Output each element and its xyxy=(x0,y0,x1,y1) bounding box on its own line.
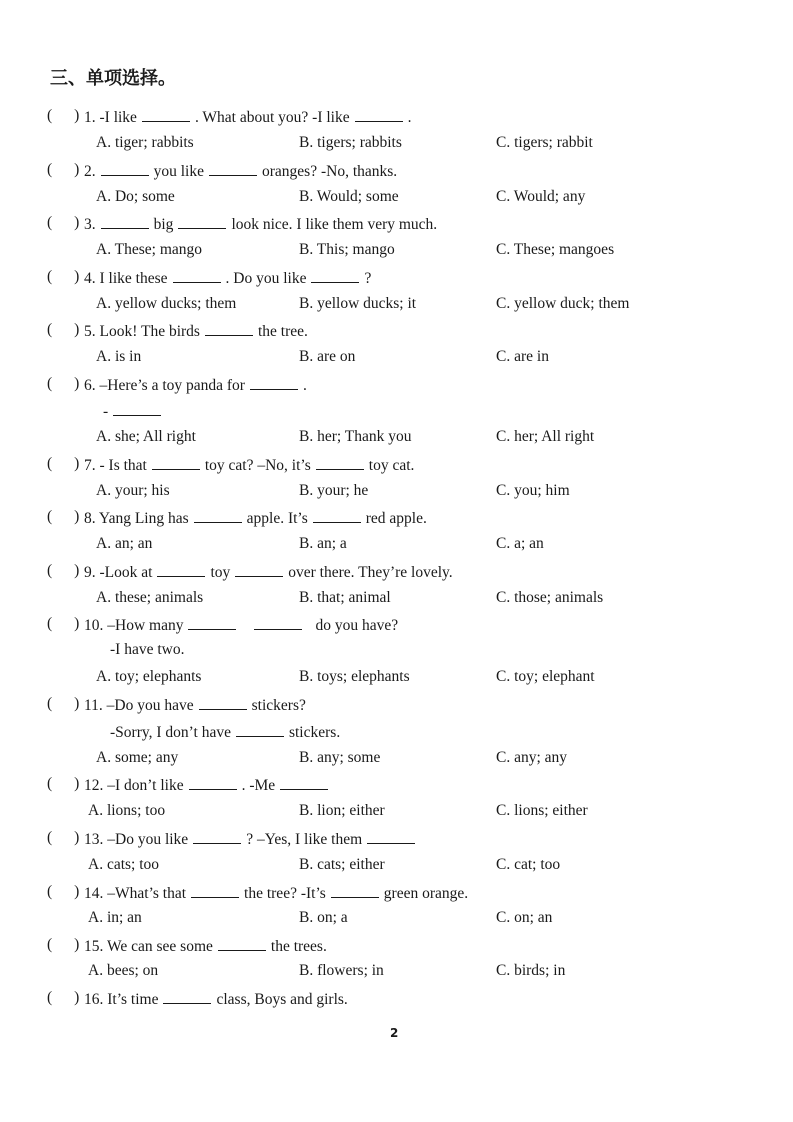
question-13 xyxy=(0,829,793,851)
option-c[interactable]: C. are in xyxy=(496,348,549,365)
option-b[interactable]: B. flowers; in xyxy=(299,962,384,979)
answer-slot[interactable]: ( ) xyxy=(47,936,80,953)
blank xyxy=(163,989,211,1004)
options-1 xyxy=(0,134,793,156)
blank xyxy=(209,161,257,176)
answer-slot[interactable]: ( ) xyxy=(47,989,80,1006)
answer-slot[interactable]: ( ) xyxy=(47,161,80,178)
question-8 xyxy=(0,508,793,530)
blank xyxy=(193,829,241,844)
blank xyxy=(189,775,237,790)
option-c[interactable]: C. those; animals xyxy=(496,589,604,606)
blank xyxy=(218,936,266,951)
answer-slot[interactable]: ( ) xyxy=(47,375,80,392)
response-line-6 xyxy=(0,401,793,423)
response-line-11 xyxy=(0,722,793,744)
answer-slot[interactable]: ( ) xyxy=(47,455,80,472)
options-2 xyxy=(0,188,793,210)
question-stem: 5. Look! The birds the tree. xyxy=(84,323,308,340)
answer-slot[interactable]: ( ) xyxy=(47,214,80,231)
question-1 xyxy=(0,107,793,129)
question-stem: 14. –What’s that the tree? -It’s green orange. xyxy=(84,885,469,902)
question-6 xyxy=(0,375,793,397)
blank xyxy=(178,214,226,229)
blank xyxy=(142,107,190,122)
blank xyxy=(254,615,302,630)
option-a[interactable]: A. Do; some xyxy=(96,188,175,205)
option-b[interactable]: B. her; Thank you xyxy=(299,428,412,445)
options-10 xyxy=(0,668,793,690)
option-b[interactable]: B. that; animal xyxy=(299,589,391,606)
options-6 xyxy=(0,428,793,450)
option-c[interactable]: C. Would; any xyxy=(496,188,586,205)
options-3 xyxy=(0,241,793,263)
option-c[interactable]: C. toy; elephant xyxy=(496,668,595,685)
question-stem: 12. –I don’t like . -Me xyxy=(84,775,333,795)
blank xyxy=(235,562,283,577)
blank xyxy=(205,321,253,336)
question-7 xyxy=(0,455,793,477)
question-stem: 13. –Do you like ? –Yes, I like them xyxy=(84,829,420,849)
option-c[interactable]: C. any; any xyxy=(496,749,568,766)
option-b[interactable]: B. toys; elephants xyxy=(299,668,410,685)
option-a[interactable]: A. cats; too xyxy=(88,856,160,873)
question-3 xyxy=(0,214,793,236)
question-12 xyxy=(0,775,793,797)
option-a[interactable]: A. your; his xyxy=(96,482,170,499)
option-a[interactable]: A. in; an xyxy=(88,909,142,926)
option-a[interactable]: A. is in xyxy=(96,348,142,365)
question-14 xyxy=(0,883,793,905)
blank xyxy=(152,455,200,470)
blank xyxy=(236,722,284,737)
options-9 xyxy=(0,589,793,611)
page-number: 2 xyxy=(390,1026,399,1040)
question-stem: 2. you like oranges? -No, thanks. xyxy=(84,163,398,180)
option-a[interactable]: A. yellow ducks; them xyxy=(96,295,237,312)
question-stem: 15. We can see some the trees. xyxy=(84,938,327,955)
question-stem: 8. Yang Ling has apple. It’s red apple. xyxy=(84,510,427,527)
section-title: 三、单项选择。 xyxy=(50,68,176,89)
option-b[interactable]: B. Would; some xyxy=(299,188,399,205)
blank xyxy=(280,775,328,790)
question-stem: 11. –Do you have stickers? xyxy=(84,697,306,714)
response-line-10 xyxy=(0,641,793,663)
answer-slot[interactable]: ( ) xyxy=(47,695,80,712)
option-b[interactable]: B. tigers; rabbits xyxy=(299,134,402,151)
option-c[interactable]: C. yellow duck; them xyxy=(496,295,630,312)
question-15 xyxy=(0,936,793,958)
answer-slot[interactable]: ( ) xyxy=(47,883,80,900)
question-4 xyxy=(0,268,793,290)
answer-slot[interactable]: ( ) xyxy=(47,508,80,525)
blank xyxy=(188,615,236,630)
option-c[interactable]: C. you; him xyxy=(496,482,570,499)
option-b[interactable]: B. are on xyxy=(299,348,356,365)
options-13 xyxy=(0,856,793,878)
answer-slot[interactable]: ( ) xyxy=(47,775,80,792)
options-8 xyxy=(0,535,793,557)
option-b[interactable]: B. your; he xyxy=(299,482,369,499)
blank xyxy=(173,268,221,283)
options-12 xyxy=(0,802,793,824)
option-a[interactable]: A. tiger; rabbits xyxy=(96,134,194,151)
blank xyxy=(367,829,415,844)
question-5 xyxy=(0,321,793,343)
option-b[interactable]: B. yellow ducks; it xyxy=(299,295,417,312)
answer-slot[interactable]: ( ) xyxy=(47,615,80,632)
option-b[interactable]: B. cats; either xyxy=(299,856,385,873)
option-a[interactable]: A. these; animals xyxy=(96,589,204,606)
options-5 xyxy=(0,348,793,370)
answer-slot[interactable]: ( ) xyxy=(47,562,80,579)
option-c[interactable]: C. on; an xyxy=(496,909,553,926)
question-stem: 1. -I like . What about you? -I like . xyxy=(84,109,412,126)
response-text: - xyxy=(103,401,166,421)
blank xyxy=(316,455,364,470)
option-c[interactable]: C. her; All right xyxy=(496,428,595,445)
answer-slot[interactable]: ( ) xyxy=(47,829,80,846)
answer-slot[interactable]: ( ) xyxy=(47,268,80,285)
option-a[interactable]: A. bees; on xyxy=(88,962,159,979)
blank xyxy=(199,695,247,710)
option-a[interactable]: A. an; an xyxy=(96,535,153,552)
option-a[interactable]: A. toy; elephants xyxy=(96,668,202,685)
question-2 xyxy=(0,161,793,183)
blank xyxy=(355,107,403,122)
option-b[interactable]: B. lion; either xyxy=(299,802,385,819)
option-c[interactable]: C. cat; too xyxy=(496,856,561,873)
blank xyxy=(313,508,361,523)
answer-slot[interactable]: ( ) xyxy=(47,321,80,338)
blank xyxy=(101,161,149,176)
option-a[interactable]: A. some; any xyxy=(96,749,179,766)
answer-slot[interactable]: ( ) xyxy=(47,107,80,124)
question-stem: 10. –How many do you have? xyxy=(84,617,399,634)
question-stem: 7. - Is that toy cat? –No, it’s toy cat. xyxy=(84,457,415,474)
blank xyxy=(157,562,205,577)
options-14 xyxy=(0,909,793,931)
option-c[interactable]: C. tigers; rabbit xyxy=(496,134,593,151)
blank xyxy=(191,883,239,898)
blank xyxy=(250,375,298,390)
blank xyxy=(113,401,161,416)
question-stem: 6. –Here’s a toy panda for . xyxy=(84,377,307,394)
blank xyxy=(311,268,359,283)
question-11 xyxy=(0,695,793,717)
option-a[interactable]: A. lions; too xyxy=(88,802,166,819)
option-b[interactable]: B. on; a xyxy=(299,909,348,926)
options-7 xyxy=(0,482,793,504)
option-c[interactable]: C. birds; in xyxy=(496,962,566,979)
response-text: -I have two. xyxy=(110,641,185,658)
question-stem: 9. -Look at toy over there. They’re lovely. xyxy=(84,564,453,581)
option-c[interactable]: C. These; mangoes xyxy=(496,241,615,258)
blank xyxy=(331,883,379,898)
question-10 xyxy=(0,615,793,637)
question-stem: 3. big look nice. I like them very much. xyxy=(84,216,438,233)
option-b[interactable]: B. an; a xyxy=(299,535,347,552)
option-c[interactable]: C. a; an xyxy=(496,535,544,552)
response-text: -Sorry, I don’t have stickers. xyxy=(110,724,341,741)
option-c[interactable]: C. lions; either xyxy=(496,802,588,819)
options-11 xyxy=(0,749,793,771)
question-9 xyxy=(0,562,793,584)
option-a[interactable]: A. These; mango xyxy=(96,241,203,258)
options-4 xyxy=(0,295,793,317)
options-15 xyxy=(0,962,793,984)
question-16 xyxy=(0,989,793,1011)
question-stem: 16. It’s time class, Boys and girls. xyxy=(84,991,348,1008)
option-a[interactable]: A. she; All right xyxy=(96,428,196,445)
option-b[interactable]: B. This; mango xyxy=(299,241,395,258)
blank xyxy=(194,508,242,523)
question-stem: 4. I like these . Do you like ? xyxy=(84,270,372,287)
blank xyxy=(101,214,149,229)
option-b[interactable]: B. any; some xyxy=(299,749,381,766)
